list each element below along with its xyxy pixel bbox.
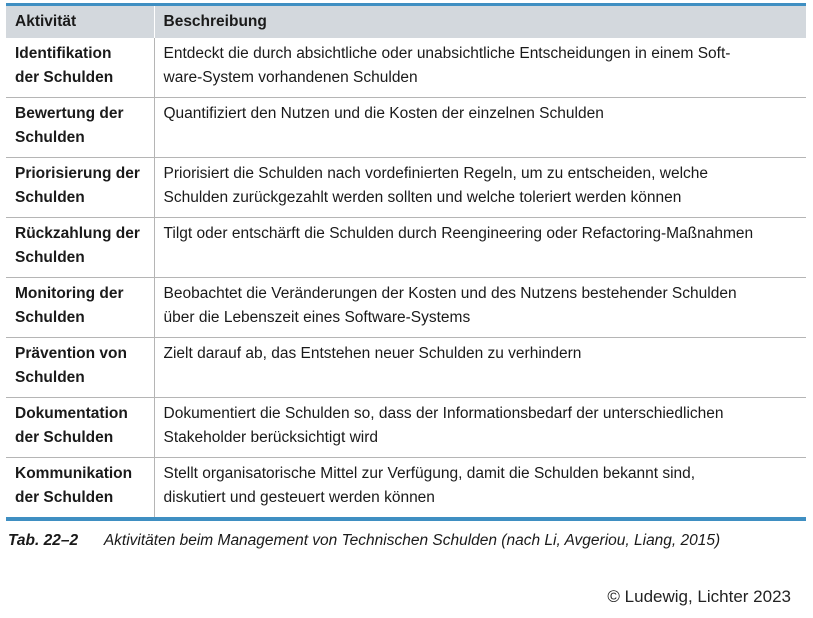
table-row [6, 158, 806, 218]
table-row [6, 98, 806, 158]
description-cell [154, 458, 806, 518]
header-activity: Aktivität [6, 6, 154, 38]
activity-line: Kommunikation [15, 465, 133, 482]
description-line: Dokumentiert die Schulden so, dass der Informationsbedarf der unterschiedlichen [163, 405, 724, 422]
description-cell [154, 38, 806, 98]
table-bottom-rule [6, 517, 806, 521]
caption-text: Aktivitäten beim Management von Technischen Schulden (nach Li, Avgeriou, Liang, 2015) [103, 532, 721, 549]
table-header-row [6, 6, 806, 38]
copyright-notice: © Ludewig, Lichter 2023 [607, 587, 791, 606]
activity-line: der Schulden [15, 429, 114, 446]
activity-cell [6, 338, 154, 398]
activity-cell [6, 278, 154, 338]
description-cell [154, 398, 806, 458]
description-line: Entdeckt die durch absichtliche oder unabsichtliche Entscheidungen in einem Soft- [163, 45, 731, 62]
caption-number: Tab. 22–2 [8, 532, 79, 549]
activity-cell [6, 458, 154, 518]
activities-table-container [6, 3, 806, 521]
description-line: ware-System vorhandenen Schulden [163, 69, 418, 86]
activity-cell [6, 218, 154, 278]
table-row [6, 218, 806, 278]
description-line: Zielt darauf ab, das Entstehen neuer Schulden zu verhindern [163, 345, 582, 362]
description-line: Priorisiert die Schulden nach vordefinierten Regeln, um zu entscheiden, welche [163, 165, 709, 182]
activity-line: Schulden [15, 129, 85, 146]
description-cell [154, 218, 806, 278]
activity-line: Priorisierung der [15, 165, 140, 182]
activity-line: Monitoring der [15, 285, 124, 302]
activity-line: Schulden [15, 189, 85, 206]
description-line: Stakeholder berücksichtigt wird [163, 429, 379, 446]
activity-line: der Schulden [15, 489, 114, 506]
activity-line: Schulden [15, 369, 85, 386]
activity-line: Dokumentation [15, 405, 128, 422]
description-line: Stellt organisatorische Mittel zur Verfügung, damit die Schulden bekannt sind, [163, 465, 696, 482]
description-line: Tilgt oder entschärft die Schulden durch Reengineering oder Refactoring-Maßnahmen [163, 225, 754, 242]
activity-cell [6, 38, 154, 98]
table-row [6, 458, 806, 518]
table-row [6, 398, 806, 458]
description-cell [154, 338, 806, 398]
activity-line: Schulden [15, 249, 85, 266]
description-cell [154, 98, 806, 158]
description-line: Beobachtet die Veränderungen der Kosten und des Nutzens bestehender Schulden [163, 285, 737, 302]
activity-line: Prävention von [15, 345, 127, 362]
activities-table [6, 6, 806, 517]
table-row [6, 38, 806, 98]
activity-cell [6, 98, 154, 158]
description-line: Quantifiziert den Nutzen und die Kosten der einzelnen Schulden [163, 105, 604, 122]
activity-line: Identifikation [15, 45, 112, 62]
activity-line: Rückzahlung der [15, 225, 140, 242]
header-description: Beschreibung [154, 6, 806, 38]
activity-line: der Schulden [15, 69, 114, 86]
activity-line: Schulden [15, 309, 85, 326]
description-line: Schulden zurückgezahlt werden sollten und welche toleriert werden können [163, 189, 682, 206]
activity-cell [6, 398, 154, 458]
activity-line: Bewertung der [15, 105, 124, 122]
table-row [6, 278, 806, 338]
description-cell [154, 278, 806, 338]
activity-cell [6, 158, 154, 218]
table-caption [8, 532, 720, 550]
table-row [6, 338, 806, 398]
description-line: diskutiert und gesteuert werden können [163, 489, 435, 506]
description-line: über die Lebenszeit eines Software-Systems [163, 309, 471, 326]
description-cell [154, 158, 806, 218]
